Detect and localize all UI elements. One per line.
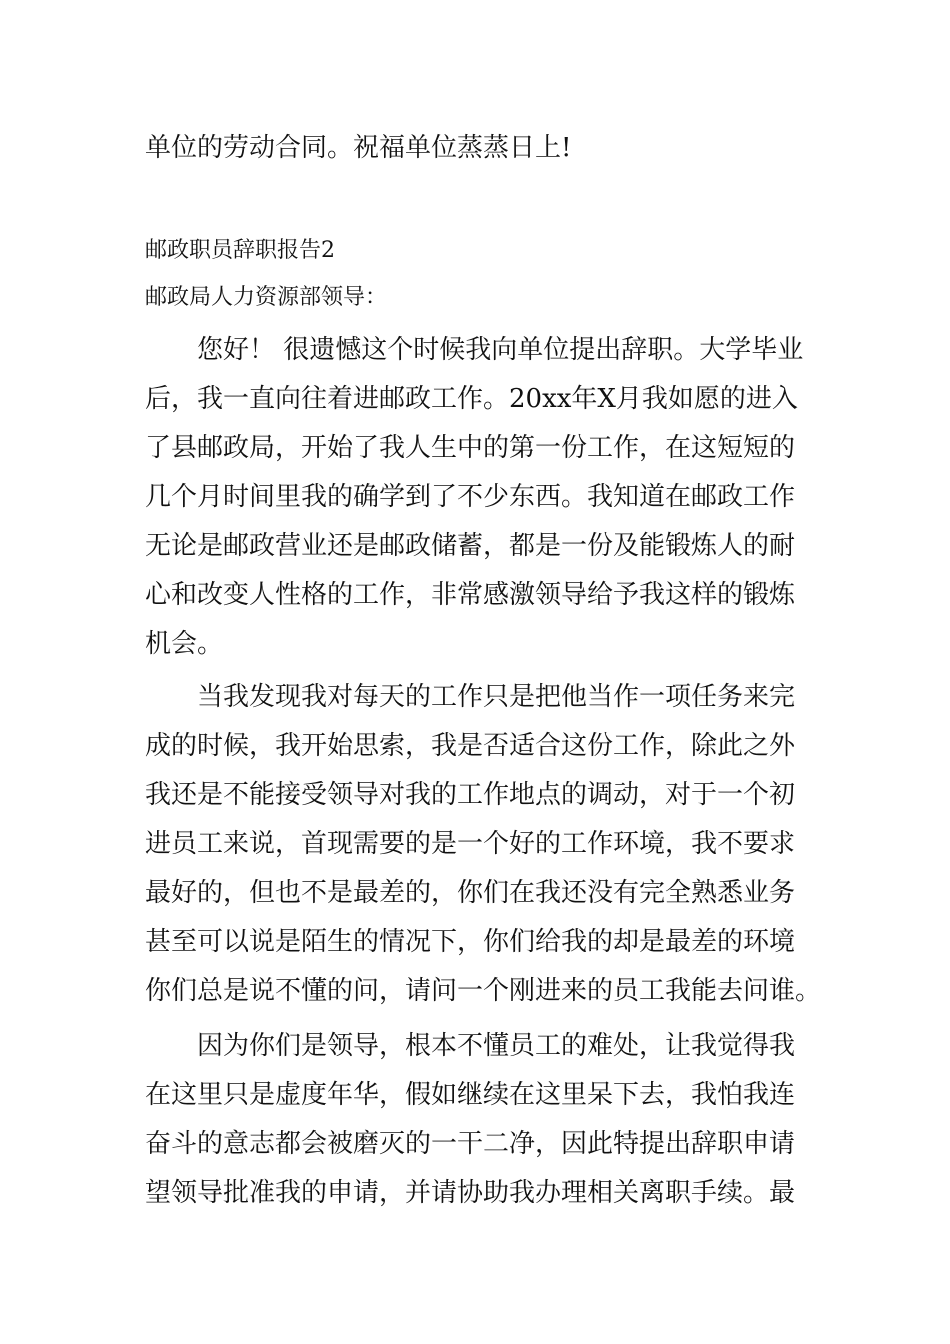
section-title: 邮政职员辞职报告2 (145, 238, 335, 263)
paragraph-line: 成的时候，我开始思索，我是否适合这份工作，除此之外 (145, 731, 796, 761)
paragraph-line: 心和改变人性格的工作，非常感激领导给予我这样的锻炼 (145, 580, 796, 610)
continuation-line: 单位的劳动合同。祝福单位蒸蒸日上! (145, 133, 572, 163)
paragraph-line: 机会。 (145, 629, 224, 659)
paragraph-line: 当我发现我对每天的工作只是把他当作一项任务来完 (197, 682, 796, 712)
paragraph-line: 在这里只是虚度年华，假如继续在这里呆下去，我怕我连 (145, 1080, 796, 1110)
paragraph-line: 因为你们是领导，根本不懂员工的难处，让我觉得我 (197, 1031, 796, 1061)
paragraph-line: 奋斗的意志都会被磨灭的一干二净，因此特提出辞职申请 (145, 1129, 796, 1159)
paragraph-line: 望领导批准我的申请，并请协助我办理相关离职手续。最 (145, 1178, 796, 1208)
paragraph-line: 后，我一直向往着进邮政工作。20xx年X月我如愿的进入 (145, 384, 798, 414)
paragraph-line: 无论是邮政营业还是邮政储蓄，都是一份及能锻炼人的耐 (145, 531, 796, 561)
paragraph-line: 我还是不能接受领导对我的工作地点的调动，对于一个初 (145, 780, 796, 810)
paragraph-line: 几个月时间里我的确学到了不少东西。我知道在邮政工作 (145, 482, 796, 512)
salutation: 邮政局人力资源部领导： (145, 285, 388, 310)
paragraph-line: 了县邮政局，开始了我人生中的第一份工作，在这短短的 (145, 433, 796, 463)
paragraph-line: 甚至可以说是陌生的情况下，你们给我的却是最差的环境 (145, 927, 796, 957)
paragraph-line: 你们总是说不懂的问，请问一个刚进来的员工我能去问谁。 (145, 976, 822, 1006)
paragraph-line: 您好！ 很遗憾这个时候我向单位提出辞职。大学毕业 (197, 335, 804, 365)
paragraph-line: 进员工来说，首现需要的是一个好的工作环境，我不要求 (145, 829, 796, 859)
paragraph-line: 最好的，但也不是最差的，你们在我还没有完全熟悉业务 (145, 878, 796, 908)
